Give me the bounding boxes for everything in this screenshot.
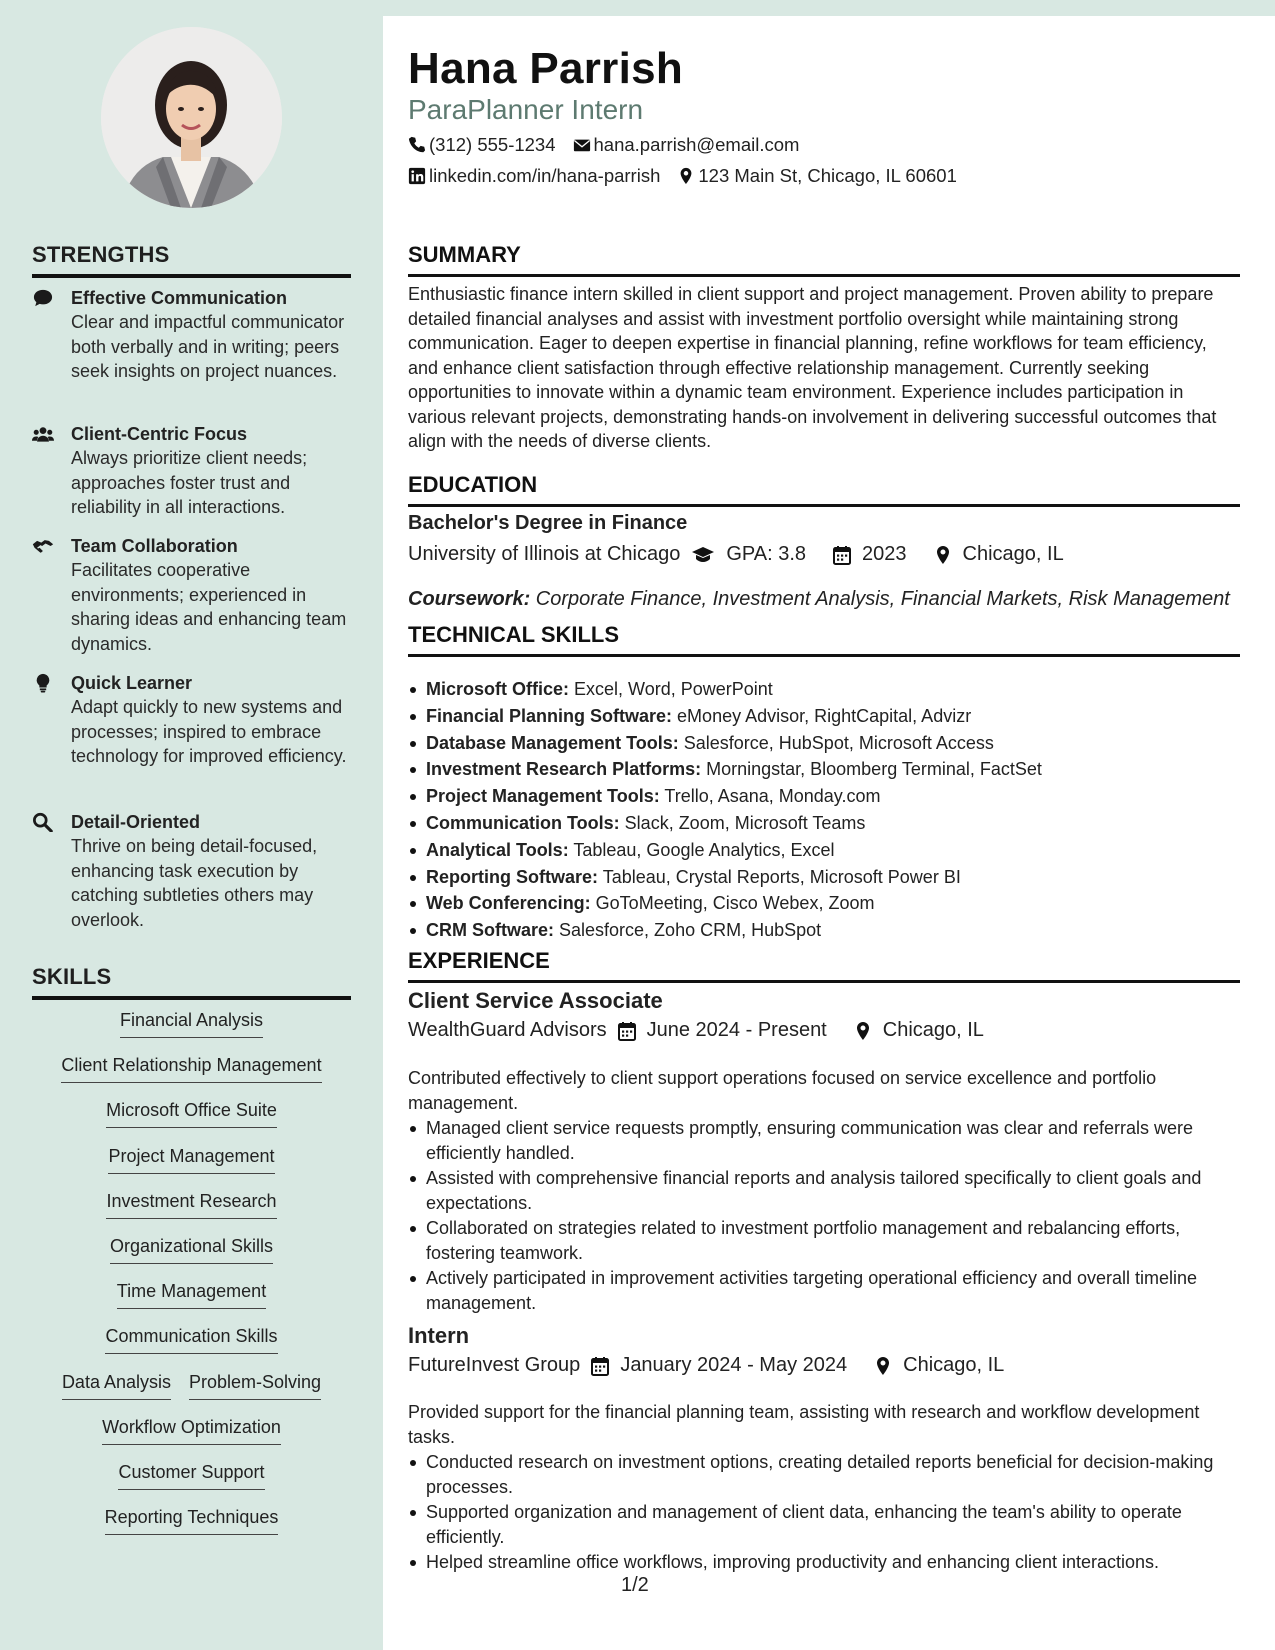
email-contact[interactable] (573, 134, 800, 156)
education-meta (408, 543, 1064, 566)
technical-skills-list (408, 676, 1240, 944)
phone-contact (408, 134, 556, 156)
job-summary: Contributed effectively to client support operations focused on service excellence and portfolio management. (408, 1068, 1157, 1113)
strength-description: Clear and impactful communicator both verbally and in writing; peers seek insights on project nuances. (71, 312, 345, 381)
job-bullet: Collaborated on strategies related to investment portfolio management and rebalancing efforts, fostering teamwork. (408, 1216, 1240, 1265)
job-bullet: Conducted research on investment options, creating detailed reports beneficial for decision-making processes. (408, 1450, 1240, 1499)
strength-title: Detail-Oriented (71, 812, 201, 832)
strength-item (32, 810, 351, 932)
skill-values: Tableau, Crystal Reports, Microsoft Power BI (598, 866, 961, 887)
technical-skill-item (408, 864, 1240, 891)
skills-list (32, 1008, 351, 1550)
skill-tag: Organizational Skills (110, 1234, 273, 1264)
skill-category: Financial Planning Software: (426, 705, 673, 726)
strength-title: Quick Learner (71, 673, 193, 693)
map-marker-icon (677, 167, 695, 185)
skill-tag: Workflow Optimization (102, 1415, 281, 1445)
job-bullet: Assisted with comprehensive financial reports and analysis tailored specifically to client goals and expectations. (408, 1166, 1240, 1215)
education-location: Chicago, IL (962, 543, 1064, 565)
skill-tag: Financial Analysis (120, 1008, 263, 1038)
job-summary: Provided support for the financial planning team, assisting with research and workflow development tasks. (408, 1402, 1200, 1447)
phone-icon (408, 136, 426, 154)
skill-tag: Data Analysis (62, 1370, 171, 1400)
skill-tag: Customer Support (118, 1460, 264, 1490)
envelope-icon (573, 136, 591, 154)
calendar-icon (590, 1356, 610, 1376)
address-text: 123 Main St, Chicago, IL 60601 (698, 165, 957, 186)
job-company: WealthGuard Advisors (408, 1019, 607, 1041)
skill-tag: Investment Research (106, 1189, 276, 1219)
job-meta (408, 1019, 984, 1042)
linkedin-text[interactable]: linkedin.com/in/hana-parrish (429, 165, 661, 186)
strength-description: Always prioritize client needs; approaches foster trust and reliability in all interactions. (71, 448, 308, 517)
skill-category: Investment Research Platforms: (426, 759, 702, 780)
strength-item (32, 422, 351, 522)
skill-category: Project Management Tools: (426, 786, 660, 807)
strength-title: Client-Centric Focus (71, 424, 248, 444)
education-year: 2023 (862, 543, 907, 565)
candidate-name: Hana Parrish (408, 44, 684, 93)
technical-skill-item (408, 783, 1240, 810)
map-marker-icon (853, 1021, 873, 1041)
strength-description: Thrive on being detail-focused, enhancing task execution by catching subtleties others may overlook. (71, 836, 318, 930)
strength-item (32, 286, 351, 410)
skill-values: Slack, Zoom, Microsoft Teams (619, 812, 866, 833)
job-title: Intern (408, 1323, 470, 1348)
strengths-list (32, 286, 351, 944)
skill-tag: Project Management (108, 1144, 274, 1174)
job-bullet: Managed client service requests promptly, ensuring communication was clear and referrals were efficiently handled. (408, 1116, 1240, 1165)
job-dates: June 2024 - Present (646, 1019, 827, 1041)
contact-row (408, 134, 799, 156)
linkedin-icon (408, 167, 426, 185)
education-gpa: GPA: 3.8 (726, 543, 807, 565)
skill-values: Excel, Word, PowerPoint (569, 679, 773, 699)
coursework (408, 588, 1230, 611)
comment-icon (32, 286, 71, 410)
skill-tag: Client Relationship Management (61, 1053, 321, 1083)
search-icon (32, 810, 71, 932)
technical-skill-item (408, 730, 1240, 757)
skill-category: Analytical Tools: (426, 839, 569, 860)
skill-tag: Reporting Techniques (105, 1505, 279, 1535)
candidate-role: ParaPlanner Intern (408, 94, 644, 125)
technical-skill-item (408, 703, 1240, 730)
email-text[interactable]: hana.parrish@email.com (593, 134, 800, 155)
skill-category: Database Management Tools: (426, 732, 679, 753)
job-location: Chicago, IL (882, 1019, 984, 1041)
job-bullet: Actively participated in improvement activities targeting operational efficiency and overall timeline management. (408, 1266, 1240, 1315)
strength-description: Facilitates cooperative environments; experienced in sharing ideas and enhancing team dynamics. (71, 560, 347, 654)
address-contact (677, 165, 957, 187)
job-title: Client Service Associate (408, 988, 663, 1013)
strength-item (32, 671, 351, 798)
sidebar (0, 0, 383, 1650)
skills-heading: SKILLS (32, 964, 351, 1000)
graduation-cap-icon (690, 545, 716, 565)
users-icon (32, 422, 71, 522)
strength-title: Effective Communication (71, 288, 288, 308)
contact-row (408, 165, 957, 187)
job-bullet: Supported organization and management of client data, enhancing the team's ability to operate efficiently. (408, 1500, 1240, 1549)
job-dates: January 2024 - May 2024 (620, 1354, 848, 1376)
skill-category: Communication Tools: (426, 812, 620, 833)
technical-skill-item (408, 756, 1240, 783)
skill-tag: Communication Skills (105, 1324, 277, 1354)
skill-values: Trello, Asana, Monday.com (659, 786, 881, 807)
skill-values: GoToMeeting, Cisco Webex, Zoom (590, 893, 875, 914)
calendar-icon (832, 545, 852, 565)
education-school: University of Illinois at Chicago (408, 543, 681, 565)
skill-values: Morningstar, Bloomberg Terminal, FactSet (701, 759, 1042, 780)
job-bullet: Helped streamline office workflows, improving productivity and enhancing client interactions. (408, 1550, 1240, 1575)
skill-category: CRM Software: (426, 920, 555, 941)
education-heading: EDUCATION (408, 472, 1240, 507)
skill-values: eMoney Advisor, RightCapital, Advizr (672, 705, 972, 726)
summary-text: Enthusiastic finance intern skilled in client support and project management. Proven ability to prepare detailed financial analyses and assist with investment portfolio oversight while maintaining strong communication. Eager to deepen expertise in financial planning, refine workflows for team efficiency, and enhance client satisfaction through effective relationship management. Currently seeking opportunities to innovate within a dynamic team environment. Experience includes participation in various relevant projects, demonstrating hands-on involvement in delivering successful outcomes that align with the needs of diverse clients. (408, 284, 1217, 451)
map-marker-icon (933, 545, 953, 565)
technical-skill-item (408, 890, 1240, 917)
skill-tag: Microsoft Office Suite (106, 1098, 277, 1128)
profile-photo (101, 27, 282, 208)
lightbulb-icon (32, 671, 71, 798)
strength-title: Team Collaboration (71, 536, 238, 556)
job-meta (408, 1354, 1004, 1377)
map-marker-icon (873, 1356, 893, 1376)
technical-skill-item (408, 676, 1240, 703)
technical-skills-heading: TECHNICAL SKILLS (408, 622, 1240, 657)
coursework-label: Coursework: (408, 588, 531, 610)
technical-skill-item (408, 810, 1240, 837)
page-number: 1/2 (621, 1574, 649, 1596)
skill-category: Microsoft Office: (426, 679, 570, 699)
job-company: FutureInvest Group (408, 1354, 581, 1376)
job-location: Chicago, IL (903, 1354, 1005, 1376)
skill-category: Reporting Software: (426, 866, 599, 887)
main-content (383, 16, 1275, 1650)
handshake-icon (32, 534, 71, 659)
skill-values: Salesforce, HubSpot, Microsoft Access (678, 732, 994, 753)
linkedin-contact[interactable] (408, 165, 660, 187)
calendar-icon (617, 1021, 637, 1041)
skill-values: Salesforce, Zoho CRM, HubSpot (554, 920, 822, 941)
skill-category: Web Conferencing: (426, 893, 591, 914)
coursework-list: Corporate Finance, Investment Analysis, Financial Markets, Risk Management (530, 588, 1230, 610)
summary-heading: SUMMARY (408, 242, 1240, 277)
skill-values: Tableau, Google Analytics, Excel (568, 839, 835, 860)
job-bullets (408, 1116, 1240, 1316)
education-degree: Bachelor's Degree in Finance (408, 512, 688, 534)
technical-skill-item (408, 837, 1240, 864)
strength-description: Adapt quickly to new systems and processes; inspired to embrace technology for improved efficiency. (71, 697, 347, 766)
job-bullets (408, 1450, 1240, 1576)
experience-heading: EXPERIENCE (408, 948, 1240, 983)
strength-item (32, 534, 351, 659)
skill-tag: Problem-Solving (189, 1370, 321, 1400)
technical-skill-item (408, 917, 1240, 944)
strengths-heading: STRENGTHS (32, 242, 351, 278)
phone-text: (312) 555-1234 (429, 134, 556, 155)
skill-tag: Time Management (117, 1279, 266, 1309)
